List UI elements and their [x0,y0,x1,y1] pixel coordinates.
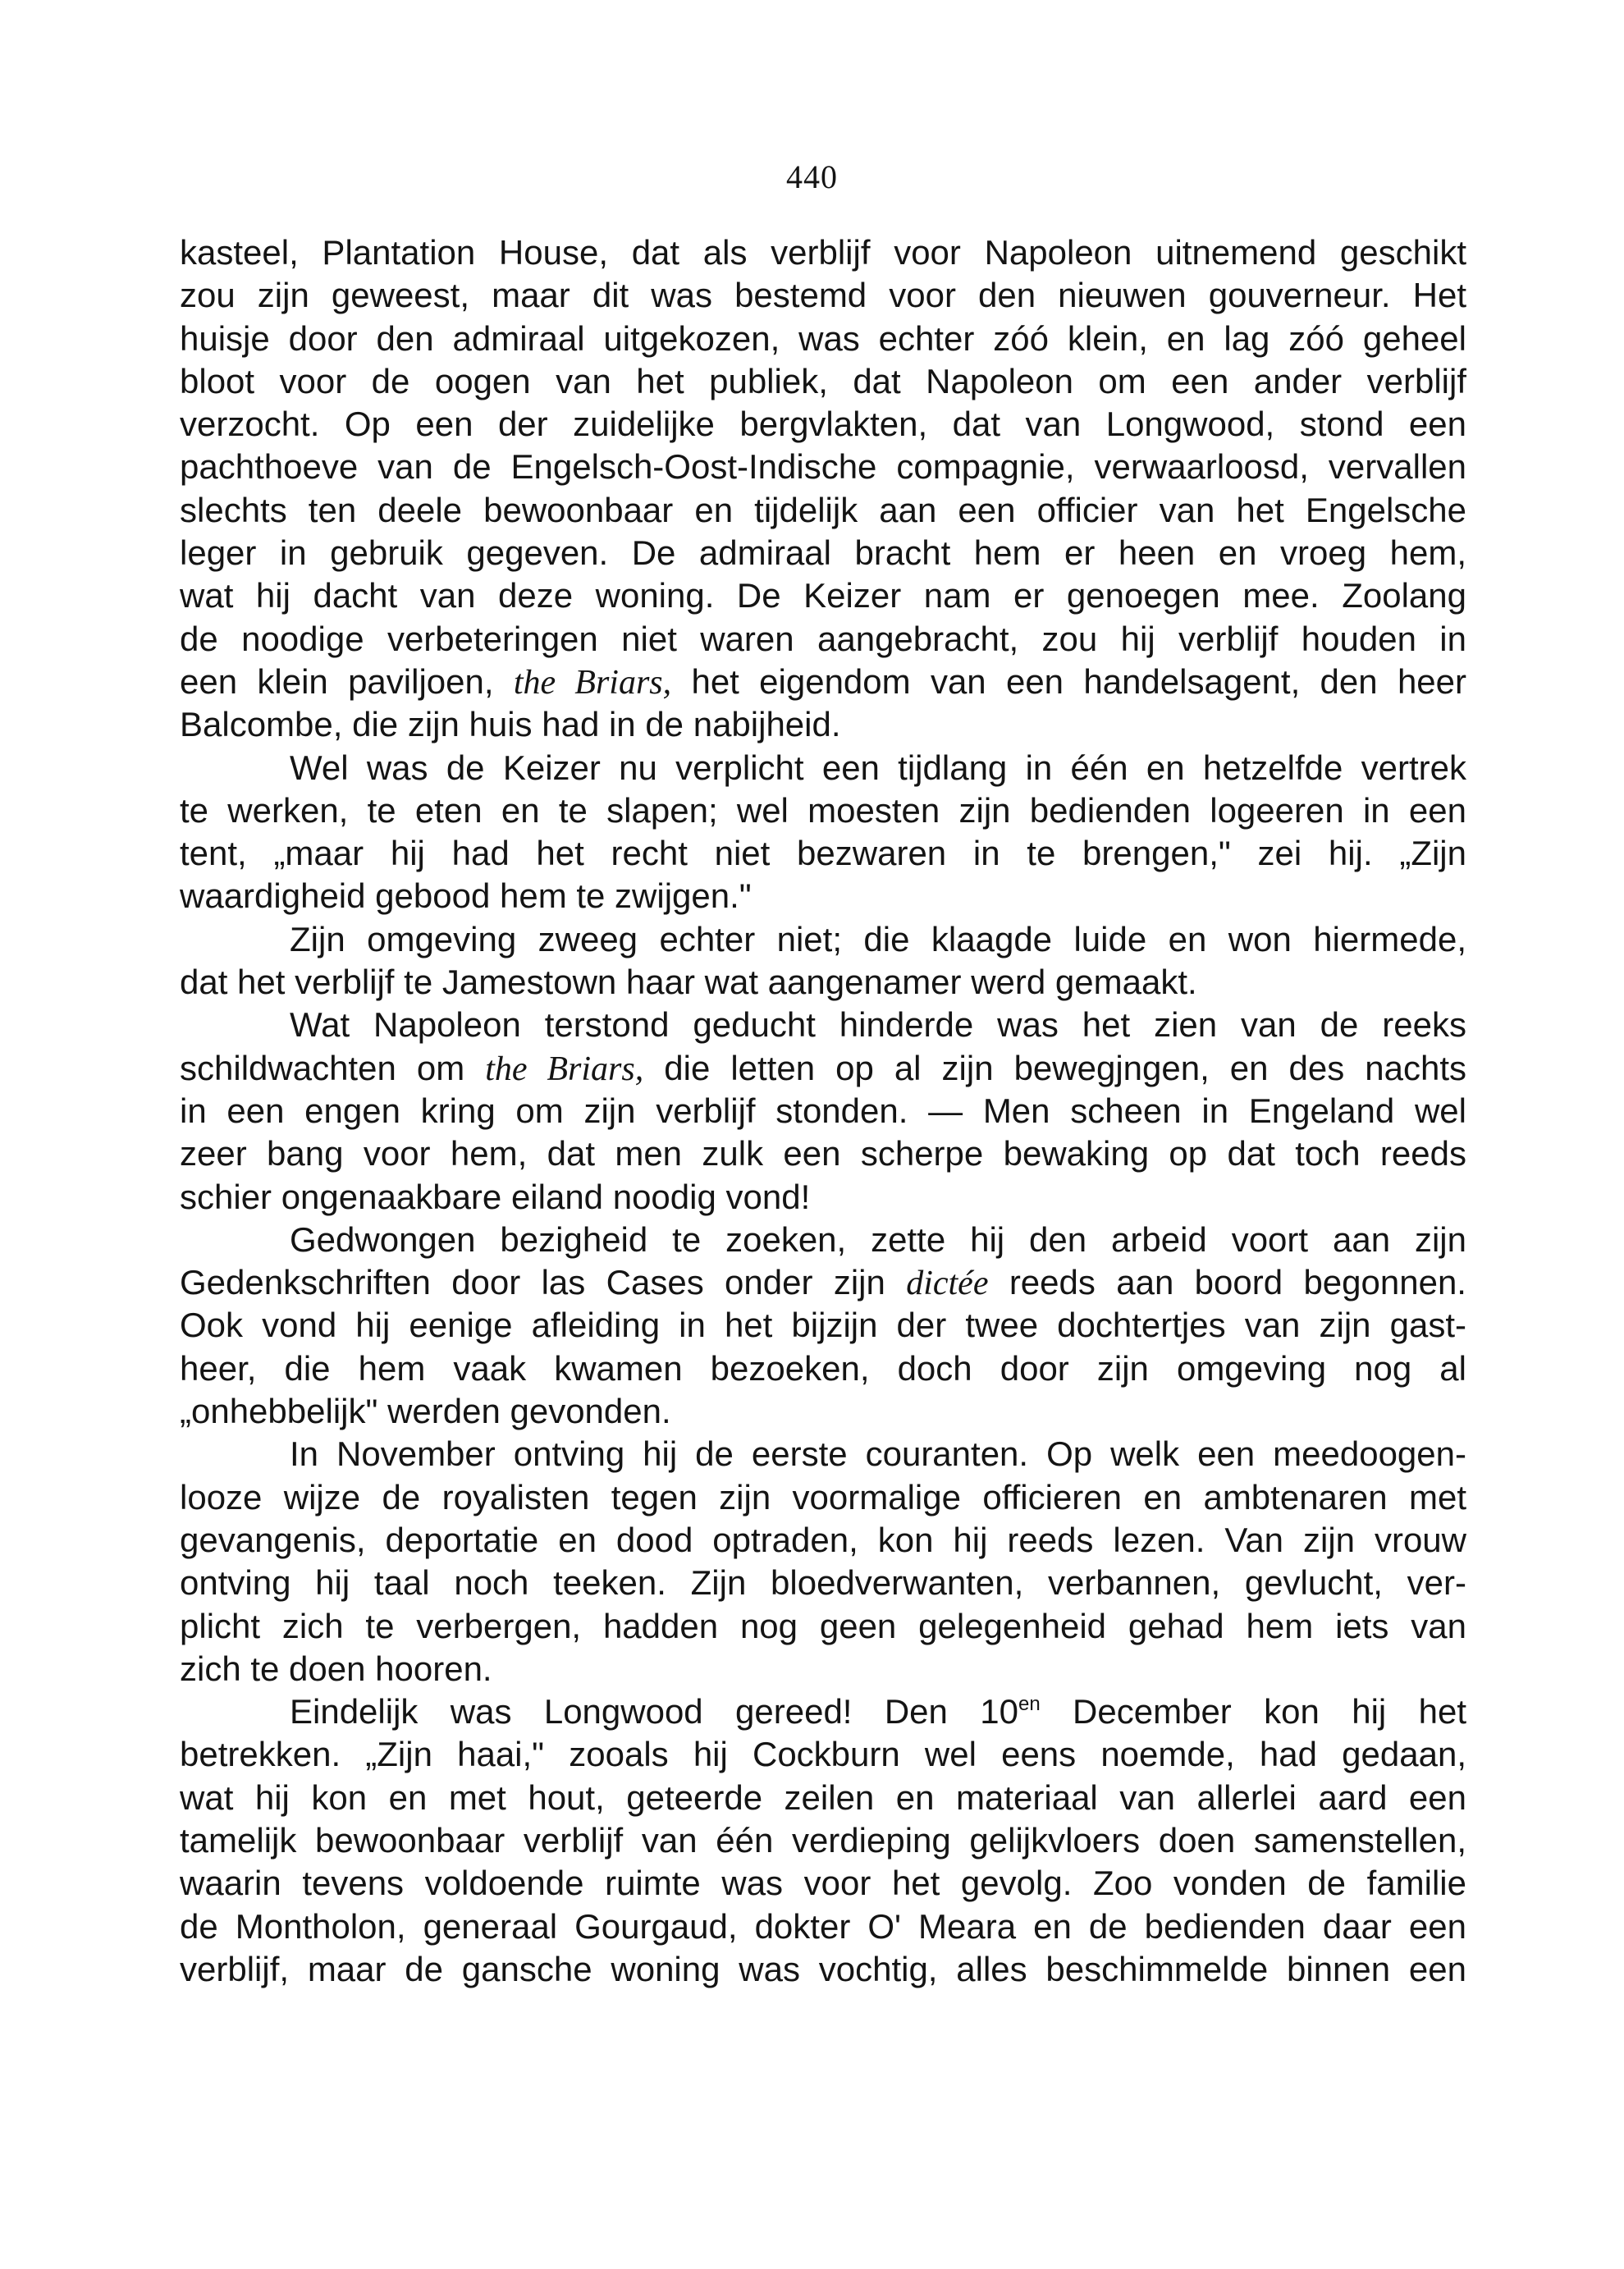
text-line: plicht zich te verbergen, hadden nog geen gelegenheid gehad hem iets van [180,1606,1466,1645]
text-run: een klein paviljoen, [180,661,514,701]
paragraph [180,1219,1466,1433]
text-line: de Montholon, generaal Gourgaud, dokter O' Meara en de bedienden daar een [180,1906,1466,1946]
italic-title: the Briars, [513,663,672,702]
text-line [180,1047,1466,1090]
text-run: reeds aan boord begonnen. [988,1263,1466,1302]
text-line [180,1261,1466,1304]
text-run: die letten op al zijn bewegjngen, en des nachts [643,1048,1466,1087]
text-line: Ook vond hij eenige afleiding in het bijzijn der twee dochtertjes van zijn gast- [180,1306,1466,1345]
page-number: 440 [786,158,838,195]
text-line: ontving hij taal noch teeken. Zijn bloedverwanten, verbannen, gevlucht, ver- [180,1563,1466,1603]
text-line: bloot voor de oogen van het publiek, dat Napoleon om een ander verblijf [180,361,1466,400]
text-line: wat hij kon en met hout, geteerde zeilen en materiaal van allerlei aard een [180,1777,1466,1817]
text-run: Gedenkschriften door las Cases onder zijn [180,1263,907,1302]
text-run: Eindelijk was Longwood gereed! Den 10 [290,1692,1018,1731]
text-line: de noodige verbeteringen niet waren aangebracht, zou hij verblijf houden in [180,619,1466,658]
text-line: tent, „maar hij had het recht niet bezwaren in te brengen," zei hij. „Zijn [180,834,1466,873]
text-line: waardigheid gebood hem te zwijgen." [180,876,752,916]
text-line: tamelijk bewoonbaar verblijf van één verdieping gelijkvloers doen samenstellen, [180,1820,1466,1860]
text-run: het eigendom van een handelsagent, den heer [671,661,1466,701]
text-line: waarin tevens voldoende ruimte was voor het gevolg. Zoo vonden de familie [180,1864,1466,1903]
text-line: looze wijze de royalisten tegen zijn voormalige officieren en ambtenaren met [180,1477,1466,1516]
paragraph [180,747,1466,918]
text-line: kasteel, Plantation House, dat als verblijf voor Napoleon uitnemend geschikt [180,233,1466,272]
text-line: Wel was de Keizer nu verplicht een tijdlang in één en hetzelfde vertrek [290,748,1466,787]
text-line: betrekken. „Zijn haai," zooals hij Cockburn wel eens noemde, had gedaan, [180,1735,1466,1774]
text-line: zeer bang voor hem, dat men zulk een scherpe bewaking op dat toch reeds [180,1134,1466,1173]
text-line: schier ongenaakbare eiland noodig vond! [180,1177,811,1216]
text-line: te werken, te eten en te slapen; wel moesten zijn bedienden logeeren in een [180,790,1466,830]
text-run: December kon hij het [1040,1692,1466,1731]
paragraph [180,231,1466,747]
text-line: Balcombe, die zijn huis had in de nabijheid. [180,705,841,744]
text-line: gevangenis, deportatie en dood optraden, kon hij reeds lezen. Van zijn vrouw [180,1520,1466,1559]
paragraph [180,1004,1466,1218]
text-run: schildwachten om [180,1048,486,1087]
text-line: heer, die hem vaak kwamen bezoeken, doch door zijn omgeving nog al [180,1348,1466,1388]
text-line: zich te doen hooren. [180,1649,492,1688]
text-line: In November ontving hij de eerste couranten. Op welk een meedoogen- [290,1434,1466,1474]
text-line: Gedwongen bezigheid te zoeken, zette hij den arbeid voort aan zijn [290,1219,1466,1259]
text-line [180,661,1466,703]
text-line: wat hij dacht van deze woning. De Keizer nam er genoegen mee. Zoolang [180,576,1466,615]
text-line [180,1690,1466,1733]
paragraph [180,1690,1466,1991]
text-line: in een engen kring om zijn verblijf stonden. — Men scheen in Engeland wel [180,1091,1466,1130]
italic-word: dictée [906,1265,989,1303]
text-line: dat het verblijf te Jamestown haar wat aangenamer werd gemaakt. [180,963,1197,1002]
text-line: verblijf, maar de gansche woning was vochtig, alles beschimmelde binnen een [180,1949,1466,1988]
text-line: slechts ten deele bewoonbaar en tijdelijk aan een officier van het Engelsche [180,490,1466,529]
text-line: zou zijn geweest, maar dit was bestemd voor den nieuwen gouverneur. Het [180,276,1466,315]
text-line: huisje door den admiraal uitgekozen, was echter zóó klein, en lag zóó geheel [180,318,1466,358]
body-text [180,231,1466,1991]
text-line: „onhebbelijk" werden gevonden. [180,1392,671,1431]
text-line: Zijn omgeving zweeg echter niet; die klaagde luide en won hiermede, [290,919,1466,958]
text-line: pachthoeve van de Engelsch-Oost-Indische compagnie, verwaarloosd, vervallen [180,447,1466,487]
superscript: en [1018,1693,1041,1716]
text-line: verzocht. Op een der zuidelijke bergvlakten, dat van Longwood, stond een [180,405,1466,444]
paragraph [180,918,1466,1004]
text-line: Wat Napoleon terstond geducht hinderde was het zien van de reeks [290,1005,1466,1045]
text-line: leger in gebruik gegeven. De admiraal bracht hem er heen en vroeg hem, [180,533,1466,573]
italic-title: the Briars, [485,1050,644,1088]
paragraph [180,1433,1466,1690]
